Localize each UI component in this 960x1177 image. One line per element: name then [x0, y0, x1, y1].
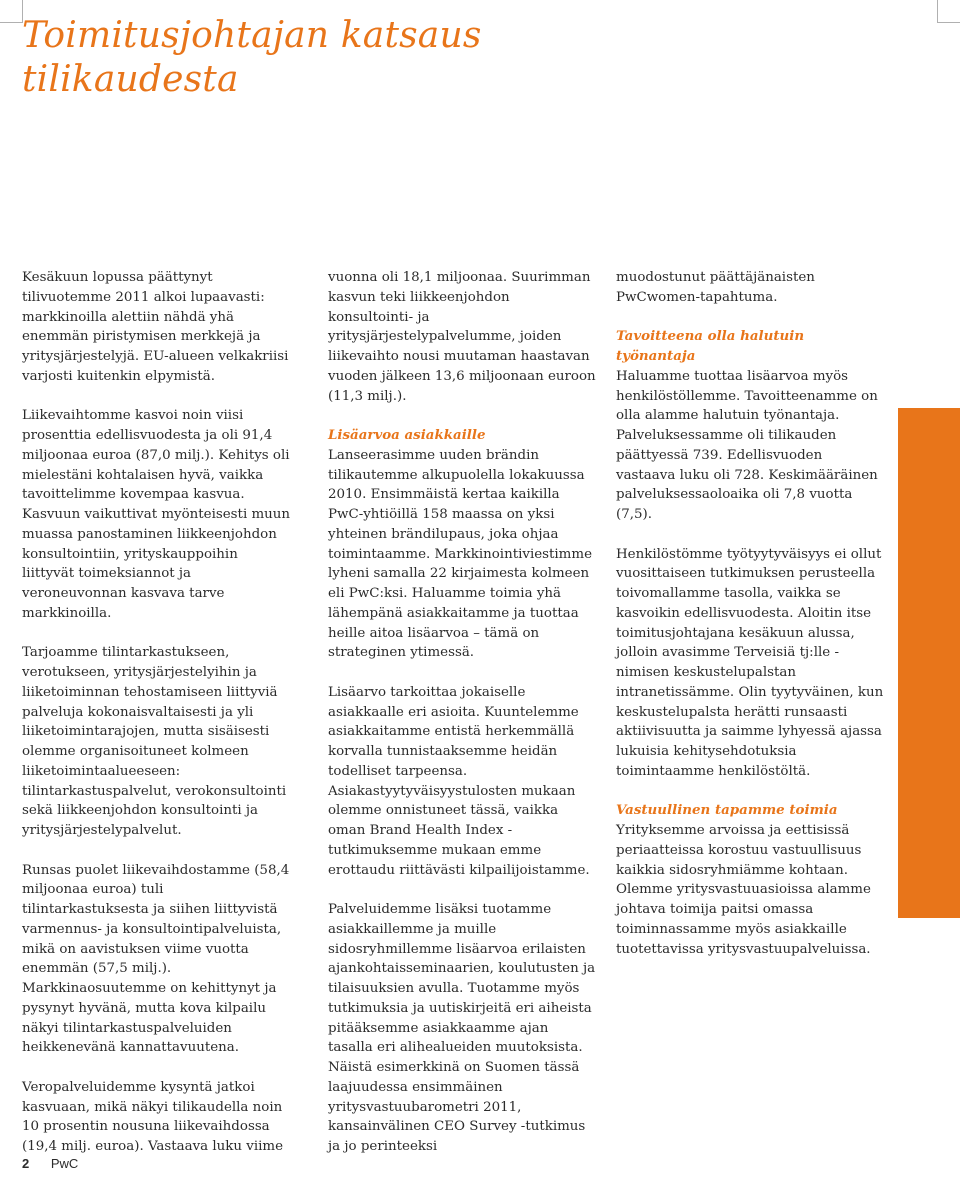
- paragraph: muodostunut päättäjänaisten PwCwomen-tapahtuma.: [616, 270, 815, 305]
- paragraph: Liikevaihtomme kasvoi noin viisi prosenttia edellisvuodesta ja oli 91,4 miljoonaa euroa (87,0 milj.). Kehitys oli mielestäni kohtalaisen hyvä, vaikka tavoittelimme kovempaa kasvua. Kasvuun vaikuttivat myönteisesti muun muassa panostaminen liikkeenjohdon konsultointiin, yrityskauppoihin liittyvät toimeksiannot ja veroneuvonnan kasvava tarve markkinoilla.: [22, 408, 291, 621]
- page-footer: [22, 1156, 78, 1176]
- text-column-3: [616, 268, 884, 979]
- text-column-1: [22, 268, 294, 1177]
- paragraph: Runsas puolet liikevaihdostamme (58,4 miljoonaa euroa) tuli tilintarkastuksesta ja siihen liittyvistä varmennus- ja konsultointipalveluista, mikä on aavistuksen viime vuotta enemmän (57,5 milj.). Markkinaosuutemme on kehittynyt ja pysynyt hyvänä, mutta kova kilpailu näkyi tilintarkastuspalveluiden heikkenevänä kannattavuutena.: [22, 862, 290, 1056]
- paragraph: Haluamme tuottaa lisäarvoa myös henkilöstöllemme. Tavoitteenamme on olla alamme halutuin työnantaja. Palveluksessamme oli tilikauden päättyessä 739. Edellisvuoden vastaava luku oli 728. Keskimääräinen palveluksessaoloaika oli 7,8 vuotta (7,5).: [616, 368, 878, 522]
- section-heading: Lisäarvoa asiakkaille: [328, 427, 486, 443]
- paragraph: Yrityksemme arvoissa ja eettisissä periaatteissa korostuu vastuullisuus kaikkia sidosryhmiämme kohtaan. Olemme yritysvastuuasioissa alamme johtava toimija paitsi omassa toiminnassamme myös asiakkaille tuotettavissa yritysvastuupalveluissa.: [616, 823, 871, 957]
- section-heading: Vastuullinen tapamme toimia: [616, 802, 838, 819]
- footer-brand: PwC: [50, 1156, 79, 1171]
- paragraph: Lisäarvo tarkoittaa jokaiselle asiakkaalle eri asioita. Kuuntelemme asiakkaitamme entistä herkemmällä korvalla tunnistaaksemme heidän todelliset tarpeensa. Asiakastyytyväisyystulosten mukaan olemme onnistuneet tässä, vaikka oman Brand Health Index -tutkimuksemme mukaan emme erottaudu riittävästi kilpailijoistamme.: [328, 684, 590, 878]
- page-title: Toimitusjohtajan katsaus tilikaudesta: [22, 15, 482, 100]
- section-heading: Tavoitteena olla halutuin työnantaja: [616, 328, 805, 364]
- text-column-2: [328, 268, 596, 1177]
- paragraph: Palveluidemme lisäksi tuotamme asiakkaillemme ja muille sidosryhmillemme lisäarvoa erilaisten ajankohtaisseminaarien, koulutusten ja tilaisuuksien avulla. Tuotamme myös tutkimuksia ja uutiskirjeitä eri aiheista pitääksemme asiakkaamme ajan tasalla eri alihealueiden muutoksista. Näistä esimerkkinä on Suomen tässä laajuudessa ensimmäinen yritysvastuubarometri 2011, kansainvälinen CEO Survey -tutkimus ja jo perinteeksi: [328, 902, 596, 1154]
- paragraph: vuonna oli 18,1 miljoonaa. Suurimman kasvun teki liikkeenjohdon konsultointi- ja yritysjärjestelypalvelumme, joiden liikevaihto nousi muutaman haastavan vuoden jälkeen 13,6 miljoonaan euroon (11,3 milj.).: [328, 270, 596, 404]
- paragraph: Tarjoamme tilintarkastukseen, verotukseen, yritysjärjestelyihin ja liiketoiminnan tehostamiseen liittyviä palveluja kokonaisvaltaisesti ja yli liiketoimintarajojen, mutta sisäisesti olemme organisoituneet kolmeen liiketoimintaalueeseen: tilintarkastuspalvelut, verokonsultointi sekä liikkeenjohdon konsultointi ja yritysjärjestelypalvelut.: [22, 645, 287, 838]
- paragraph: Kesäkuun lopussa päättynyt tilivuotemme 2011 alkoi lupaavasti: markkinoilla alettiin nähdä yhä enemmän piristymisen merkkejä ja yritysjärjestelyjä. EU-alueen velkakriisi varjosti kuitenkin elpymistä.: [22, 270, 289, 384]
- accent-bar: [898, 408, 960, 918]
- page-number: 2: [22, 1156, 30, 1171]
- paragraph: Lanseerasimme uuden brändin tilikautemme alkupuolella lokakuussa 2010. Ensimmäistä kertaa kaikilla PwC-yhtiöillä 158 maassa on yksi yhteinen brändilupaus, joka ohjaa toimintaamme. Markkinointiviestimme lyheni samalla 22 kirjaimesta kolmeen eli PwC:ksi. Haluamme toimia yhä lähempänä asiakkaitamme ja tuottaa heille aitoa lisäarvoa – tämä on strateginen ytimessä.: [328, 447, 593, 661]
- crop-mark-right: [937, 0, 960, 23]
- crop-mark-left: [0, 0, 23, 23]
- paragraph: Veropalveluidemme kysyntä jatkoi kasvuaan, mikä näkyi tilikaudella noin 10 prosentin nousuna liikevaihdossa (19,4 milj. euroa). Vastaava luku viime: [22, 1079, 284, 1154]
- paragraph: Henkilöstömme työtyytyväisyys ei ollut vuosittaiseen tutkimuksen perusteella toivomallamme tasolla, vaikka se kasvoikin edellisvuodesta. Aloitin itse toimitusjohtajana kesäkuun alussa, jolloin avasimme Terveisiä tj:lle -nimisen keskustelupalstan intranetissämme. Olin tyytyväinen, kun keskustelupalsta herätti runsaasti aktiivisuutta ja saimme lyhyessä ajassa lukuisia kehitysehdotuksia toimintaamme henkilöstöltä.: [616, 546, 884, 779]
